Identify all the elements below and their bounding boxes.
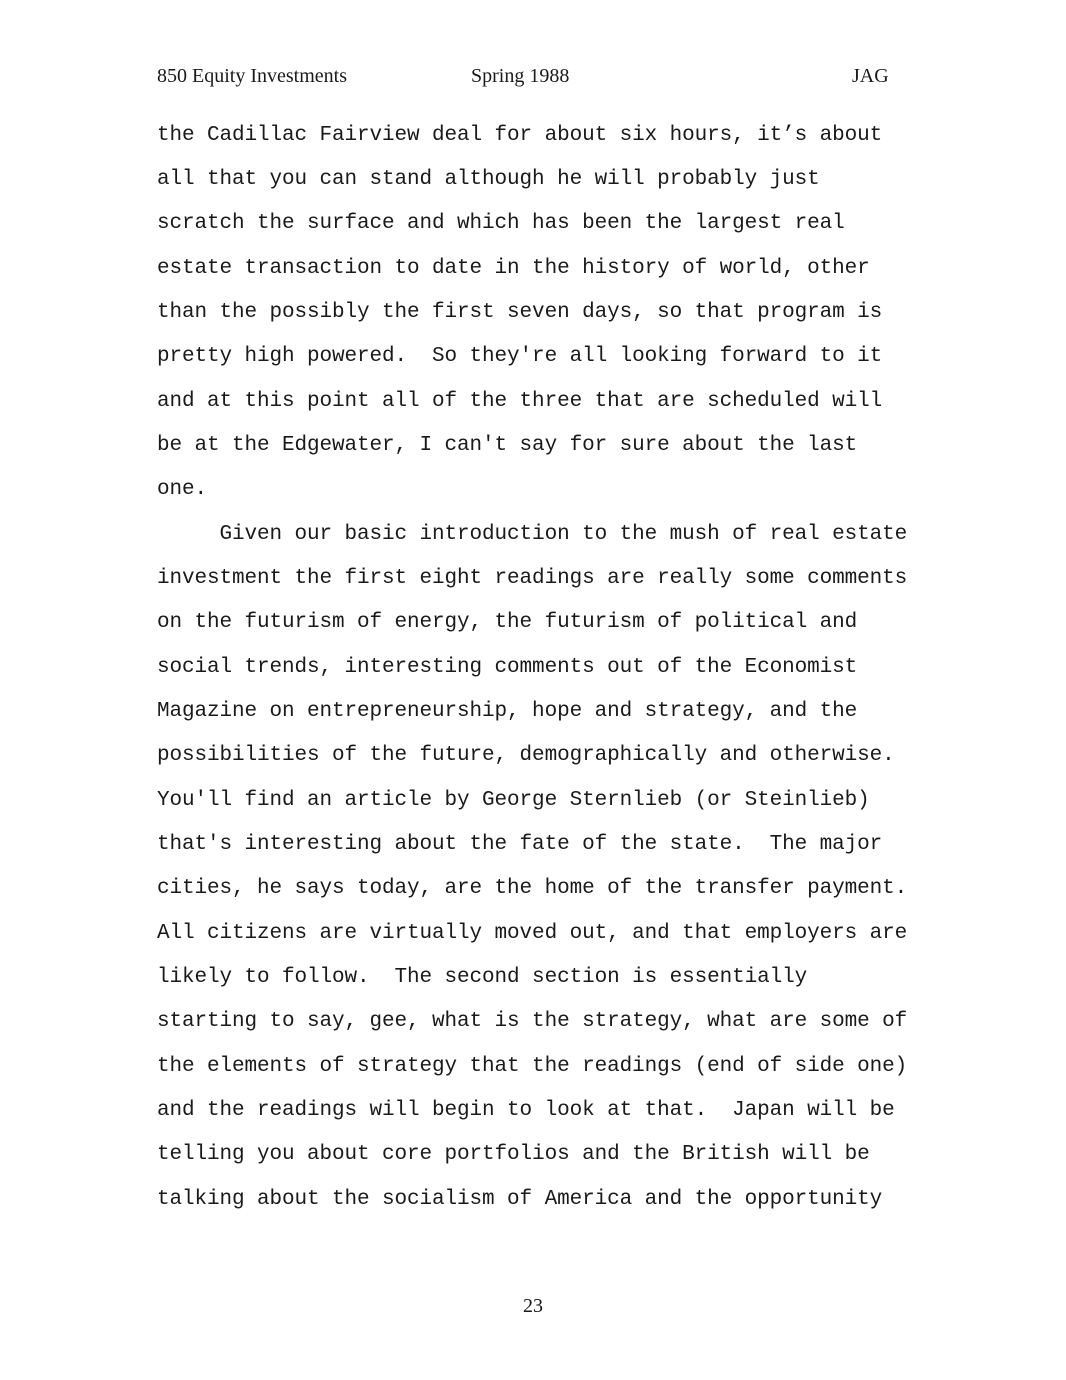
page-number: 23 — [523, 1295, 543, 1317]
text-line: scratch the surface and which has been the largest real — [157, 212, 845, 235]
text-line: starting to say, gee, what is the strategy, what are some of — [157, 1010, 908, 1033]
header-author-initials: JAG — [852, 65, 889, 87]
text-line: cities, he says today, are the home of the transfer payment. — [157, 877, 908, 900]
text-line: on the futurism of energy, the futurism of political and — [157, 611, 858, 634]
text-line: and the readings will begin to look at that. Japan will be — [157, 1099, 895, 1122]
text-line: estate transaction to date in the history of world, other — [157, 257, 870, 280]
text-line: investment the first eight readings are really some comments — [157, 567, 908, 590]
text-line: pretty high powered. So they're all looking forward to it — [157, 345, 883, 368]
text-line: likely to follow. The second section is essentially — [157, 966, 808, 989]
text-line: the Cadillac Fairview deal for about six hours, it’s about — [157, 124, 883, 147]
text-line: telling you about core portfolios and the British will be — [157, 1143, 870, 1166]
header-course-title: 850 Equity Investments — [157, 65, 347, 87]
text-line: You'll find an article by George Sternlieb (or Steinlieb) — [157, 789, 870, 812]
text-line: All citizens are virtually moved out, and that employers are — [157, 922, 908, 945]
text-line: social trends, interesting comments out of the Economist — [157, 656, 858, 679]
text-line: be at the Edgewater, I can't say for sure about the last — [157, 434, 858, 457]
text-line: possibilities of the future, demographically and otherwise. — [157, 744, 895, 767]
text-line: and at this point all of the three that are scheduled will — [157, 390, 883, 413]
text-line: one. — [157, 478, 208, 501]
text-line: Given our basic introduction to the mush of real estate — [157, 523, 908, 546]
text-line: talking about the socialism of America and the opportunity — [157, 1188, 883, 1211]
text-line: the elements of strategy that the readings (end of side one) — [157, 1055, 908, 1078]
text-line: that's interesting about the fate of the state. The major — [157, 833, 883, 856]
text-line: than the possibly the first seven days, so that program is — [157, 301, 883, 324]
text-line: all that you can stand although he will probably just — [157, 168, 820, 191]
text-line: Magazine on entrepreneurship, hope and strategy, and the — [157, 700, 858, 723]
header-term: Spring 1988 — [471, 65, 570, 87]
